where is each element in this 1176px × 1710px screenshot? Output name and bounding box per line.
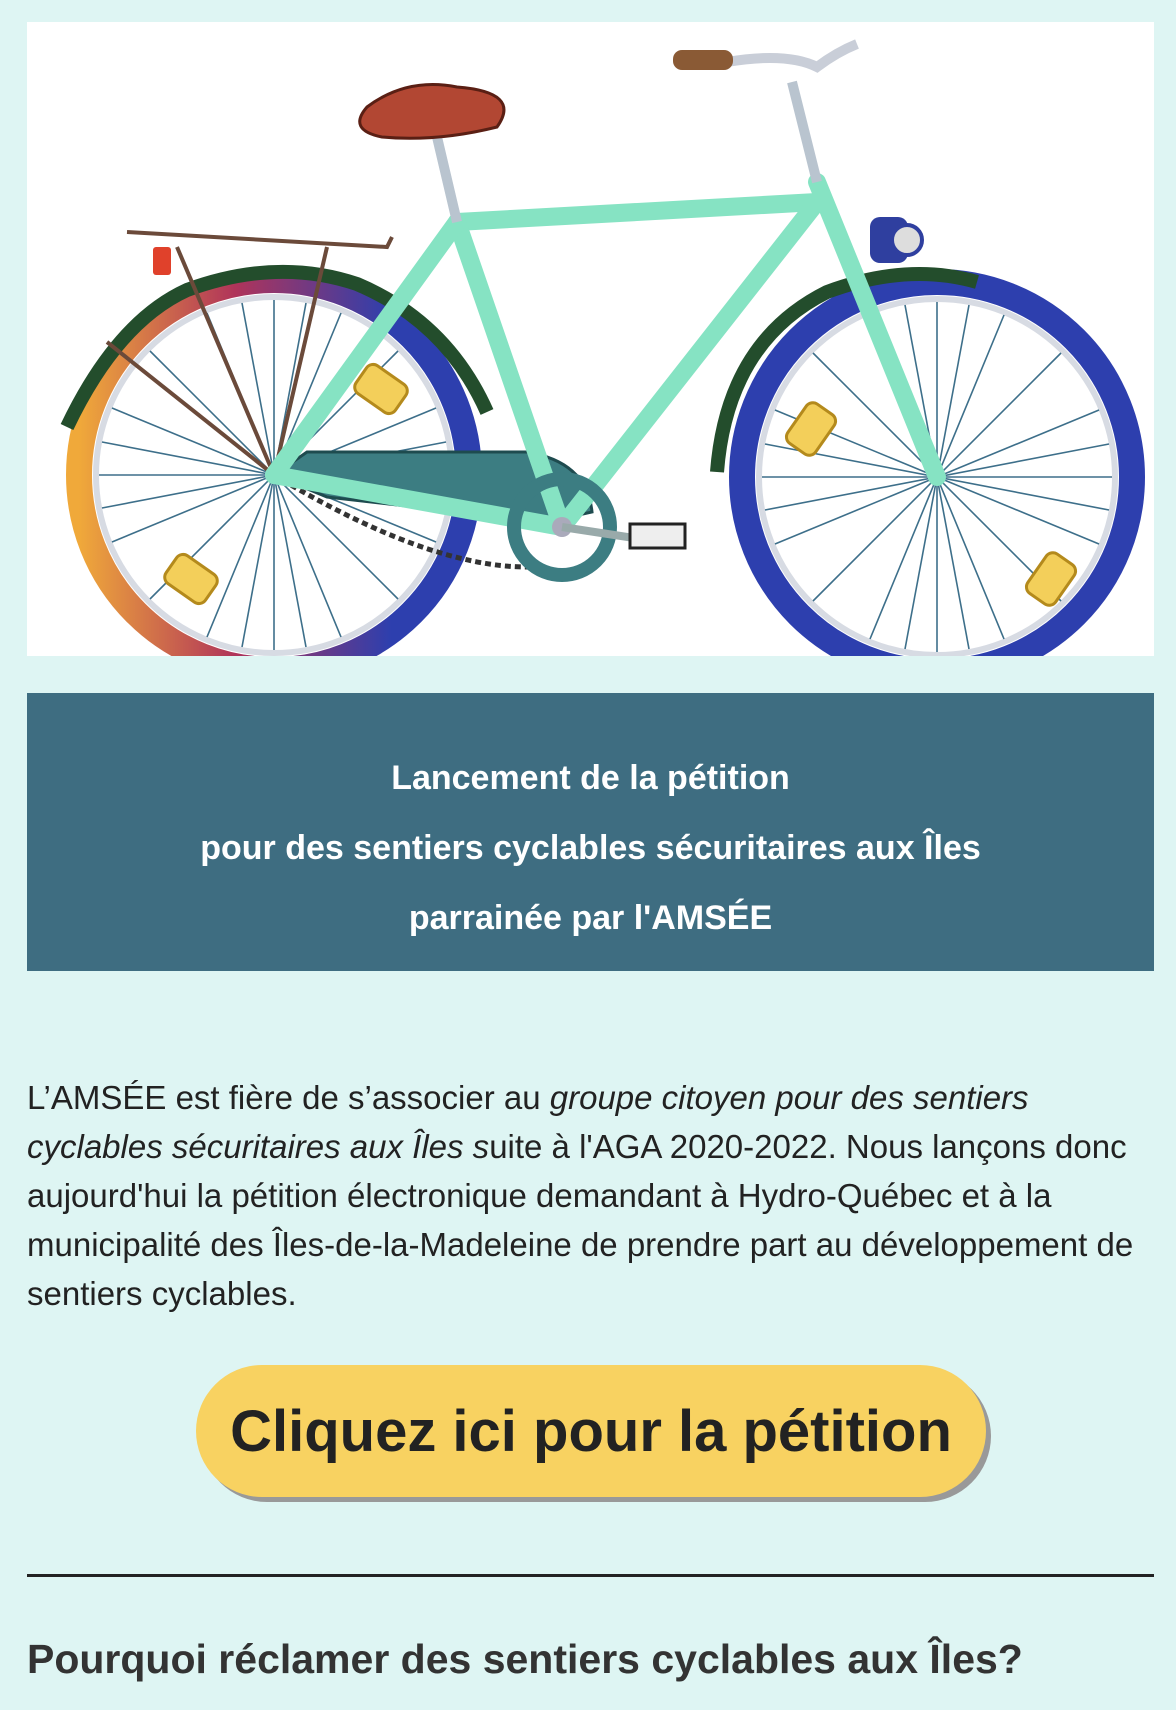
intro-text-start: L’AMSÉE est fière de s’associer au [27,1079,550,1116]
announcement-banner [27,693,1154,971]
banner-title: Lancement de la pétition [391,759,790,797]
banner-sponsor: parrainée par l'AMSÉE [408,899,773,937]
intro-emphasis: groupe citoyen pour des sentiers cyclables sécuritaires aux Îles s [27,1079,1029,1165]
intro-paragraph [27,1073,1154,1318]
bicycle-illustration [27,22,1154,656]
intro-text-end: uite à l'AGA 2020-2022. Nous lançons donc aujourd'hui la pétition électronique demandant à Hydro-Québec et à la municipalité des Îles-de-la-Madeleine de prendre part au développement de sentiers cyclables. [27,1128,1134,1312]
section-divider [27,1574,1154,1577]
petition-button[interactable]: Cliquez ici pour la pétition [196,1365,986,1497]
section-heading: Pourquoi réclamer des sentiers cyclables aux Îles? [27,1636,1023,1682]
banner-subtitle: pour des sentiers cyclables sécuritaires aux Îles [200,829,981,867]
